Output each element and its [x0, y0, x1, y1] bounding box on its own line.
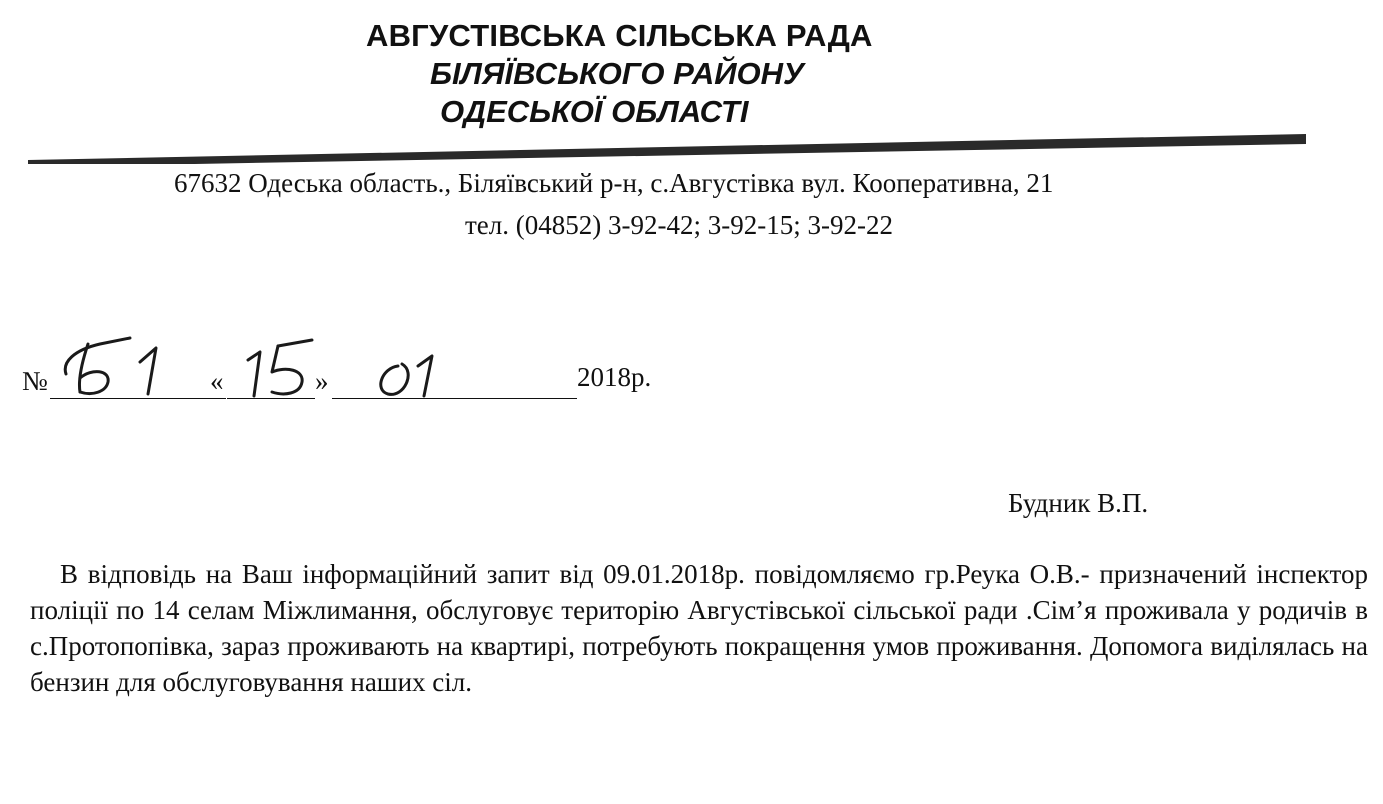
address-line: 67632 Одеська область., Біляївський р-н, с.Августівка вул. Кооперативна, 21: [174, 168, 1054, 198]
handwritten-number: [65, 338, 156, 394]
number-sign: №: [22, 366, 48, 396]
region-name: ОДЕСЬКОЇ ОБЛАСТІ: [440, 94, 749, 129]
outgoing-number-line: [22, 332, 702, 412]
quote-open: «: [210, 366, 224, 396]
quote-close: »: [315, 366, 329, 396]
handwritten-day: [248, 340, 312, 396]
phone-line: тел. (04852) 3-92-42; 3-92-15; 3-92-22: [465, 210, 893, 240]
handwritten-entries: [22, 332, 722, 412]
letter-body: В відповідь на Ваш інформаційний запит від 09.01.2018р. повідомляємо гр.Реука О.В.- призначений інспектор поліції по 14 селам Міжлимання, обслуговує територію Августівської сільської ради .Сім’я проживала у родичів в с.Протопопівка, зараз проживають на квартирі, потребують покращення умов проживання. Допомога виділялась на бензин для обслуговування наших сіл.: [30, 559, 1368, 697]
recipient-name: Будник В.П.: [1008, 488, 1149, 518]
year-suffix: 2018р.: [577, 362, 652, 392]
district-name: БІЛЯЇВСЬКОГО РАЙОНУ: [430, 56, 805, 91]
council-name: АВГУСТІВСЬКА СІЛЬСЬКА РАДА: [366, 18, 873, 53]
header-divider: [28, 134, 1306, 164]
handwritten-month: [381, 356, 432, 396]
